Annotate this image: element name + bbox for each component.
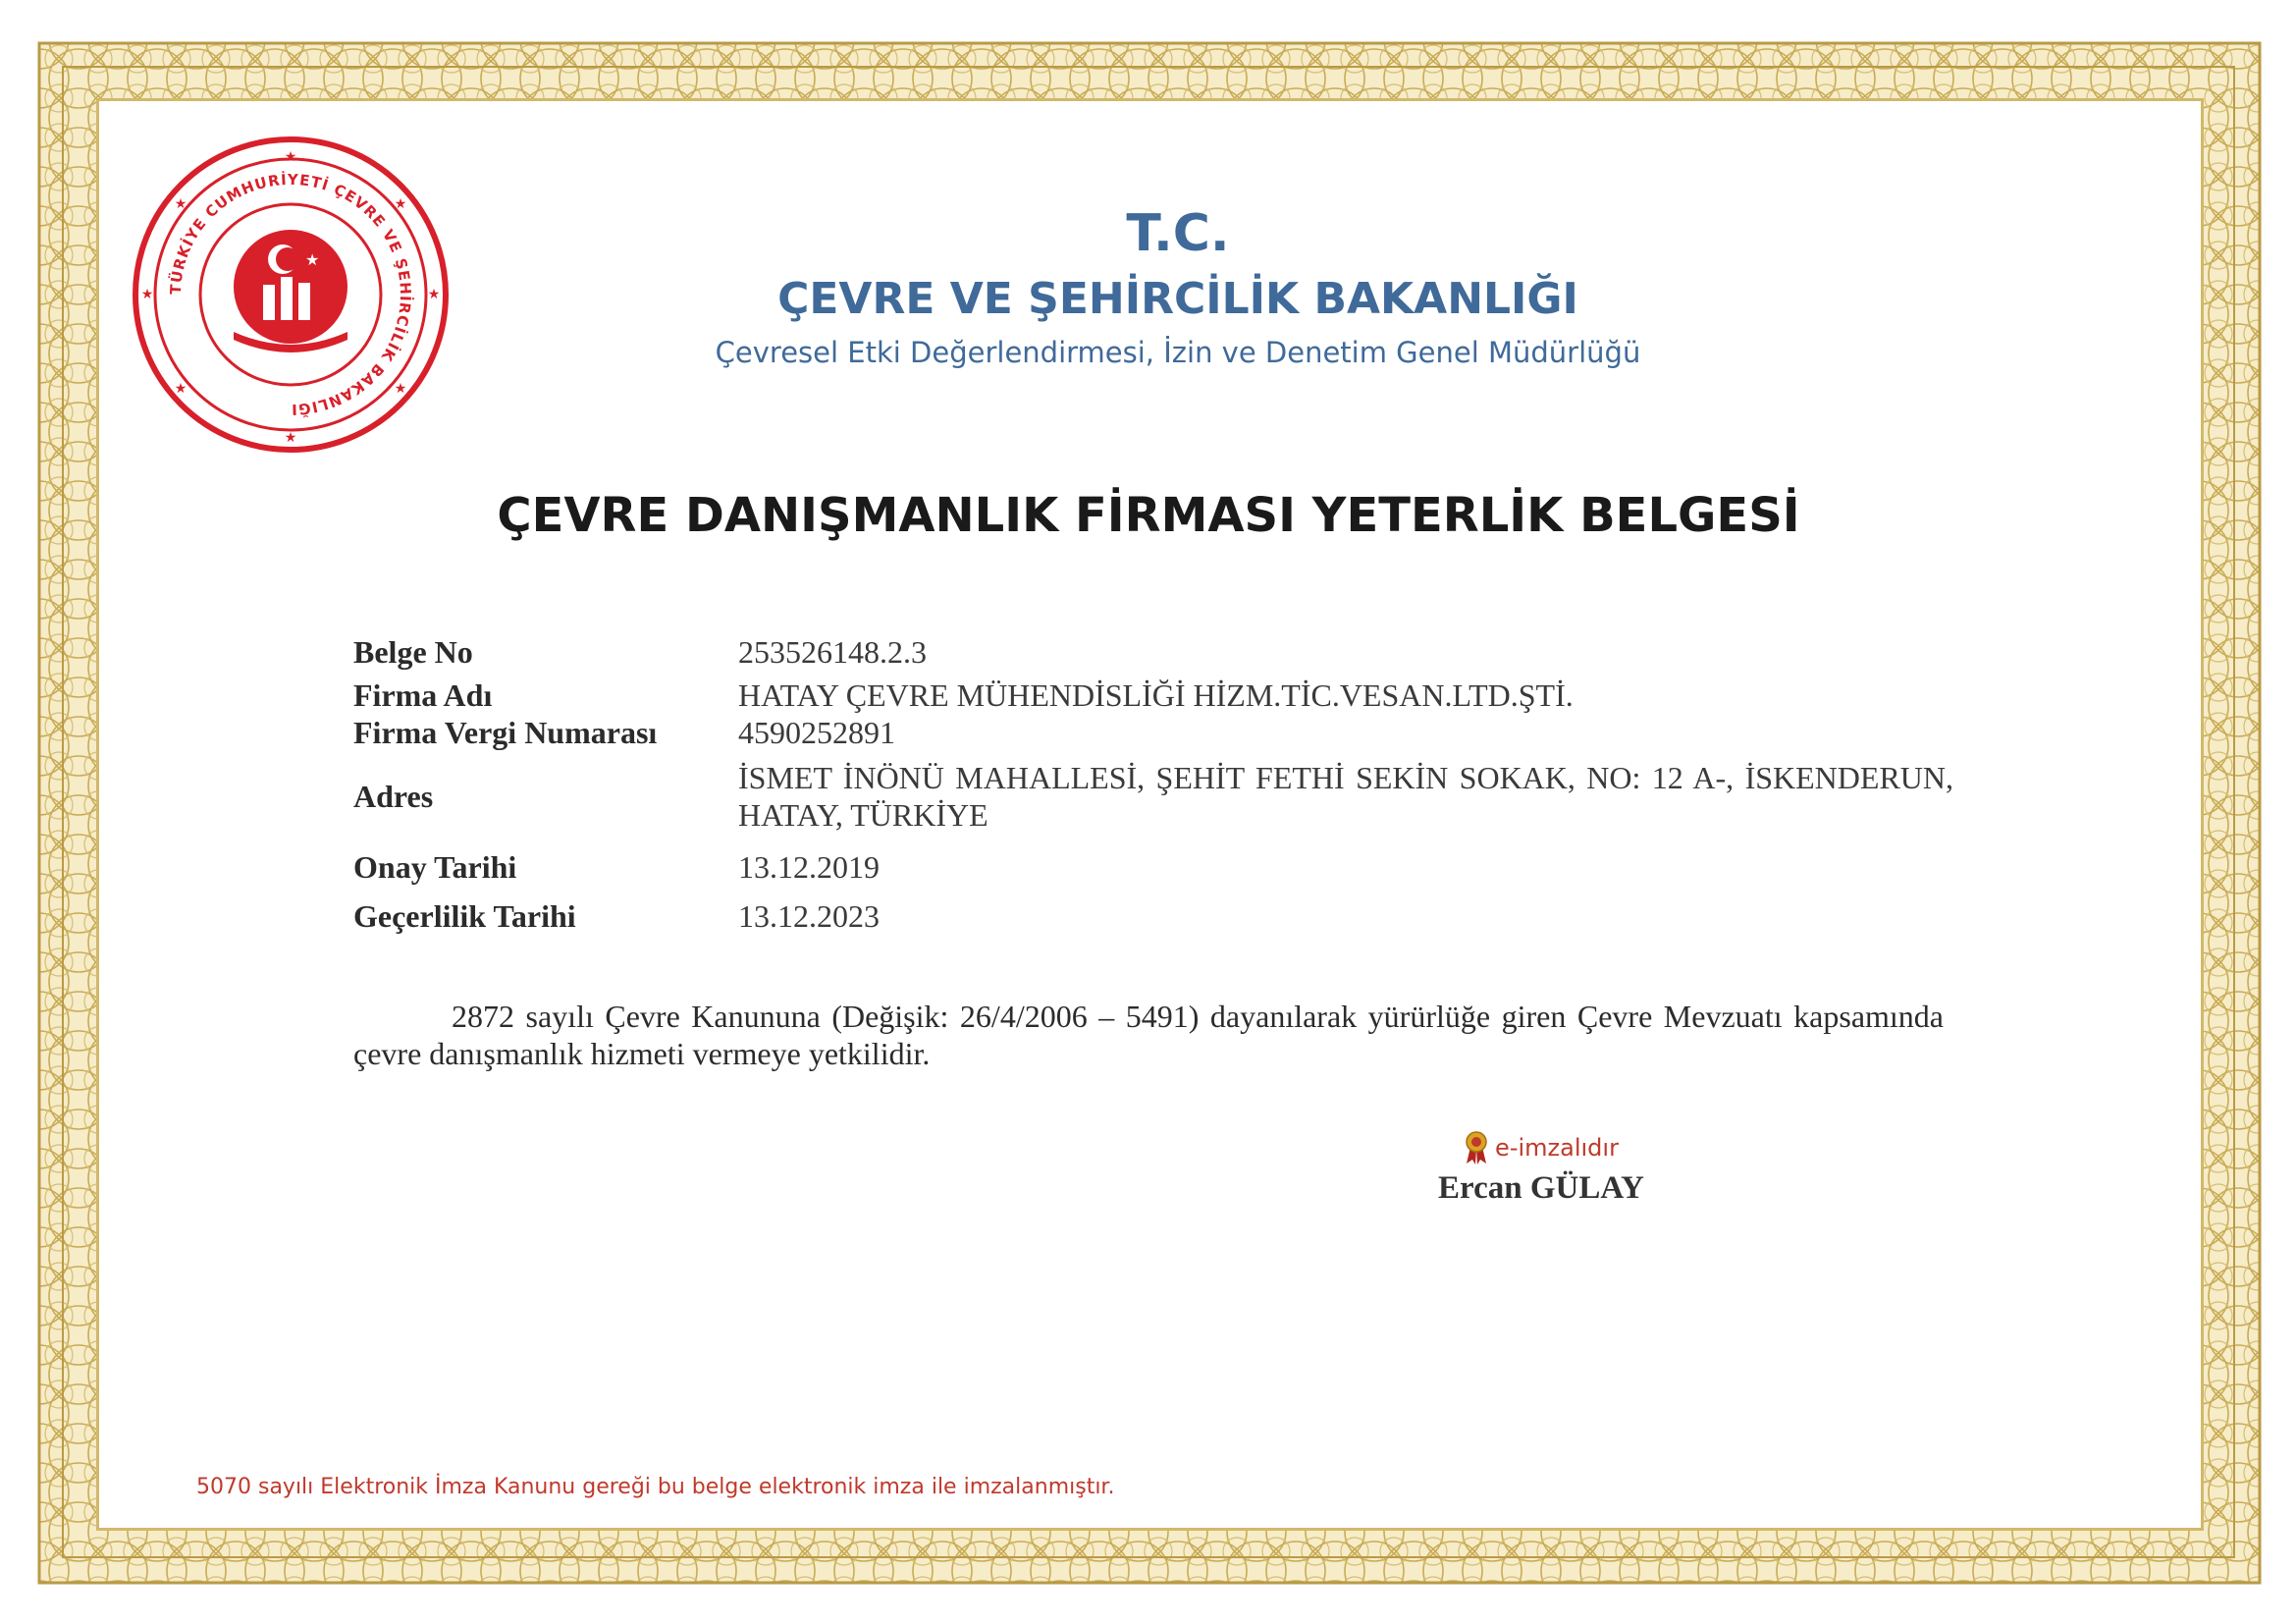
signer-name: Ercan GÜLAY	[1438, 1170, 1644, 1206]
vergi-no-value: 4590252891	[738, 714, 895, 750]
rosette-ribbon-icon	[1464, 1131, 1489, 1164]
row-vergi-no	[353, 715, 1953, 750]
gecerlilik-tarihi-value: 13.12.2023	[738, 897, 880, 934]
svg-text:★: ★	[140, 287, 154, 302]
row-adres	[353, 750, 1953, 842]
legal-basis-paragraph: 2872 sayılı Çevre Kanununa (Değişik: 26/4/2006 – 5491) dayanılarak yürürlüğe giren Çevre Mevzuatı kapsamında çevre danışmanlık hizmeti vermeye yetkilidir.	[353, 999, 1944, 1071]
gecerlilik-tarihi-label: Geçerlilik Tarihi	[353, 897, 576, 934]
directorate-name: Çevresel Etki Değerlendirmesi, İzin ve Denetim Genel Müdürlüğü	[715, 336, 1641, 369]
row-gecerlilik-tarihi	[353, 892, 1953, 941]
document-title	[294, 485, 2002, 546]
firma-adi-value: HATAY ÇEVRE MÜHENDİSLİĞİ HİZM.TİC.VESAN.LTD.ŞTİ.	[738, 677, 1574, 713]
ministry-name: ÇEVRE VE ŞEHİRCİLİK BAKANLIĞI	[777, 274, 1578, 324]
e-signature-label: e-imzalıdır	[1495, 1134, 1619, 1162]
issuer-header	[589, 196, 1767, 375]
svg-text:★: ★	[174, 381, 187, 397]
adres-label: Adres	[353, 778, 434, 814]
row-onay-tarihi	[353, 842, 1953, 892]
onay-tarihi-label: Onay Tarihi	[353, 848, 517, 885]
e-signature-badge	[1414, 1127, 1669, 1168]
belge-no-label: Belge No	[353, 633, 473, 670]
svg-text:★: ★	[427, 287, 441, 302]
svg-text:★: ★	[284, 149, 297, 165]
adres-value: İSMET İNÖNÜ MAHALLESİ, ŞEHİT FETHİ SEKİN SOKAK, NO: 12 A-, İSKENDERUN, HATAY, TÜRKİYE	[738, 760, 1953, 833]
tc-label: T.C.	[1126, 204, 1230, 263]
svg-text:TÜRKİYE CUMHURİYETİ ÇEVRE VE Ş: TÜRKİYE CUMHURİYETİ ÇEVRE VE ŞEHİRCİLİK BAKANLIĞI	[166, 170, 415, 419]
vergi-no-label: Firma Vergi Numarası	[353, 714, 658, 750]
signature-block	[1414, 1127, 1669, 1207]
svg-text:★: ★	[394, 381, 407, 397]
svg-text:★: ★	[394, 196, 407, 212]
firma-adi-label: Firma Adı	[353, 677, 493, 713]
belge-no-value: 253526148.2.3	[738, 633, 927, 670]
row-firma-adi	[353, 676, 1953, 715]
ministry-seal-logo	[126, 130, 455, 460]
title-part-1: ÇEVRE	[497, 488, 669, 543]
onay-tarihi-value: 13.12.2019	[738, 848, 880, 885]
title-part-2: DANIŞMANLIK FİRMASI YETERLİK BELGESİ	[684, 488, 1800, 543]
certificate-details	[353, 628, 1953, 941]
svg-text:★: ★	[284, 430, 297, 446]
e-signature-law-note: 5070 sayılı Elektronik İmza Kanunu gereği bu belge elektronik imza ile imzalanmıştır.	[196, 1475, 1115, 1499]
svg-text:★: ★	[305, 250, 320, 269]
row-belge-no	[353, 628, 1953, 676]
svg-text:★: ★	[174, 196, 187, 212]
